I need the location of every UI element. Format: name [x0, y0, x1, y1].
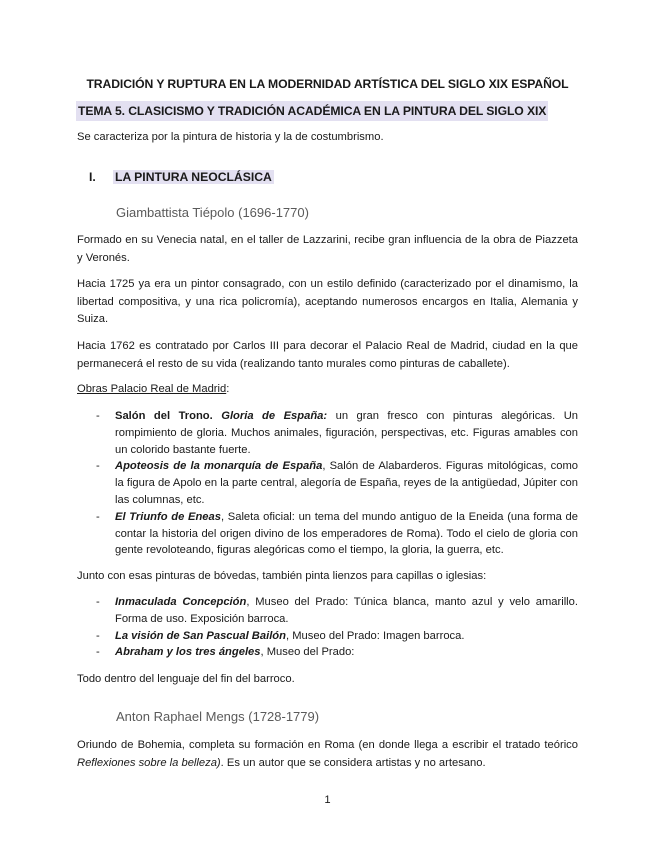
intro-paragraph: Se caracteriza por la pintura de historia y la de costumbrismo. [77, 131, 384, 143]
list-dash: - [96, 460, 100, 473]
tiepolo-paragraph-2: Hacia 1725 ya era un pintor consagrado, con un estilo definido (caracterizado por el dinamismo, la libertad compositiva, y una rica policromía), aceptando numerosos encargos en Italia, Alemania y Suiza. [77, 278, 578, 325]
list-item [77, 458, 578, 508]
obras-palacio-label-text: Obras Palacio Real de Madrid [77, 383, 227, 395]
lienzo-title: Abraham y los tres ángeles [115, 646, 261, 659]
section-number: I. [89, 170, 96, 184]
list-item [77, 509, 578, 559]
mengs-text-end: . Es un autor que se considera artistas y no artesano. [220, 756, 486, 769]
document-main-title: TRADICIÓN Y RUPTURA EN LA MODERNIDAD ARTÍSTICA DEL SIGLO XIX ESPAÑOL [86, 77, 569, 91]
list-dash: - [96, 629, 100, 642]
lienzo-title: Inmaculada Concepción [115, 596, 247, 608]
lienzo-title: La visión de San Pascual Bailón [115, 629, 286, 642]
lienzos-list [77, 594, 578, 661]
obra-title-colon: : [323, 410, 328, 422]
list-item [77, 628, 578, 645]
mengs-text-start: Oriundo de Bohemia, completa su formación en Roma (en donde llega a escribir el tratado teórico [77, 739, 578, 751]
list-dash: - [96, 646, 100, 659]
page-number: 1 [324, 794, 331, 806]
list-item [77, 644, 578, 661]
list-dash: - [96, 410, 100, 422]
mengs-paragraph-1 [77, 737, 578, 772]
list-item [77, 594, 578, 628]
tiepolo-paragraph-1: Formado en su Venecia natal, en el taller de Lazzarini, recibe gran influencia de la obra de Piazzeta y Veronés. [77, 234, 578, 264]
lienzo-description: , Museo del Prado: Túnica blanca, manto azul y velo amarillo. Forma de uso. Exposición barroca. [115, 596, 578, 625]
list-item [77, 408, 578, 458]
list-dash: - [96, 510, 100, 523]
section-heading [89, 167, 274, 187]
obra-description: , Salón de Alabarderos. Figuras mitológicas, como la figura de Apolo en la parte central, alegoría de España, reyes de la antigüedad, Júpiter con las columnas, etc. [115, 460, 578, 506]
artist-heading-mengs: Anton Raphael Mengs (1728-1779) [116, 709, 320, 724]
obra-title: El Triunfo de Eneas [115, 510, 221, 523]
obras-palacio-list [77, 408, 578, 559]
obra-description: , Saleta oficial: un tema del mundo antiguo de la Eneida (una forma de contar la historia del origen divino de los emperadores de Roma). Todo el cielo de gloria con gente revoloteando, figuras alegóricas como el tiempo, la gloria, la guerra, etc. [115, 510, 578, 557]
tiepolo-paragraph-5: Todo dentro del lenguaje del fin del barroco. [77, 673, 295, 685]
lienzo-description: , Museo del Prado: Imagen barroca. [285, 629, 465, 642]
tiepolo-paragraph-4: Junto con esas pinturas de bóvedas, también pinta lienzos para capillas o iglesias: [77, 570, 487, 582]
list-dash: - [96, 596, 100, 608]
obra-description: un gran fresco con pinturas alegóricas. Un rompimiento de gloria. Muchos animales, figuración, perspectivas, etc. Figuras amables con un colorido bastante fuerte. [115, 410, 578, 456]
obras-palacio-label-colon: : [226, 383, 230, 395]
obra-location: Salón del Trono. [115, 410, 213, 422]
section-title: LA PINTURA NEOCLÁSICA [115, 170, 272, 184]
lienzo-description: , Museo del Prado: [260, 646, 355, 659]
obra-title: Gloria de España [221, 410, 324, 422]
artist-heading-tiepolo: Giambattista Tiépolo (1696-1770) [116, 205, 309, 220]
obras-palacio-label [77, 383, 229, 395]
obra-title: Apoteosis de la monarquía de España [115, 460, 323, 473]
tiepolo-paragraph-3: Hacia 1762 es contratado por Carlos III para decorar el Palacio Real de Madrid, ciudad en la que permanecerá el resto de su vida (realizando tanto murales como pinturas de caballete). [77, 340, 578, 370]
tema-title-highlighted: TEMA 5. CLASICISMO Y TRADICIÓN ACADÉMICA EN LA PINTURA DEL SIGLO XIX [76, 101, 548, 121]
mengs-treatise-title: Reflexiones sobre la belleza) [77, 756, 221, 769]
